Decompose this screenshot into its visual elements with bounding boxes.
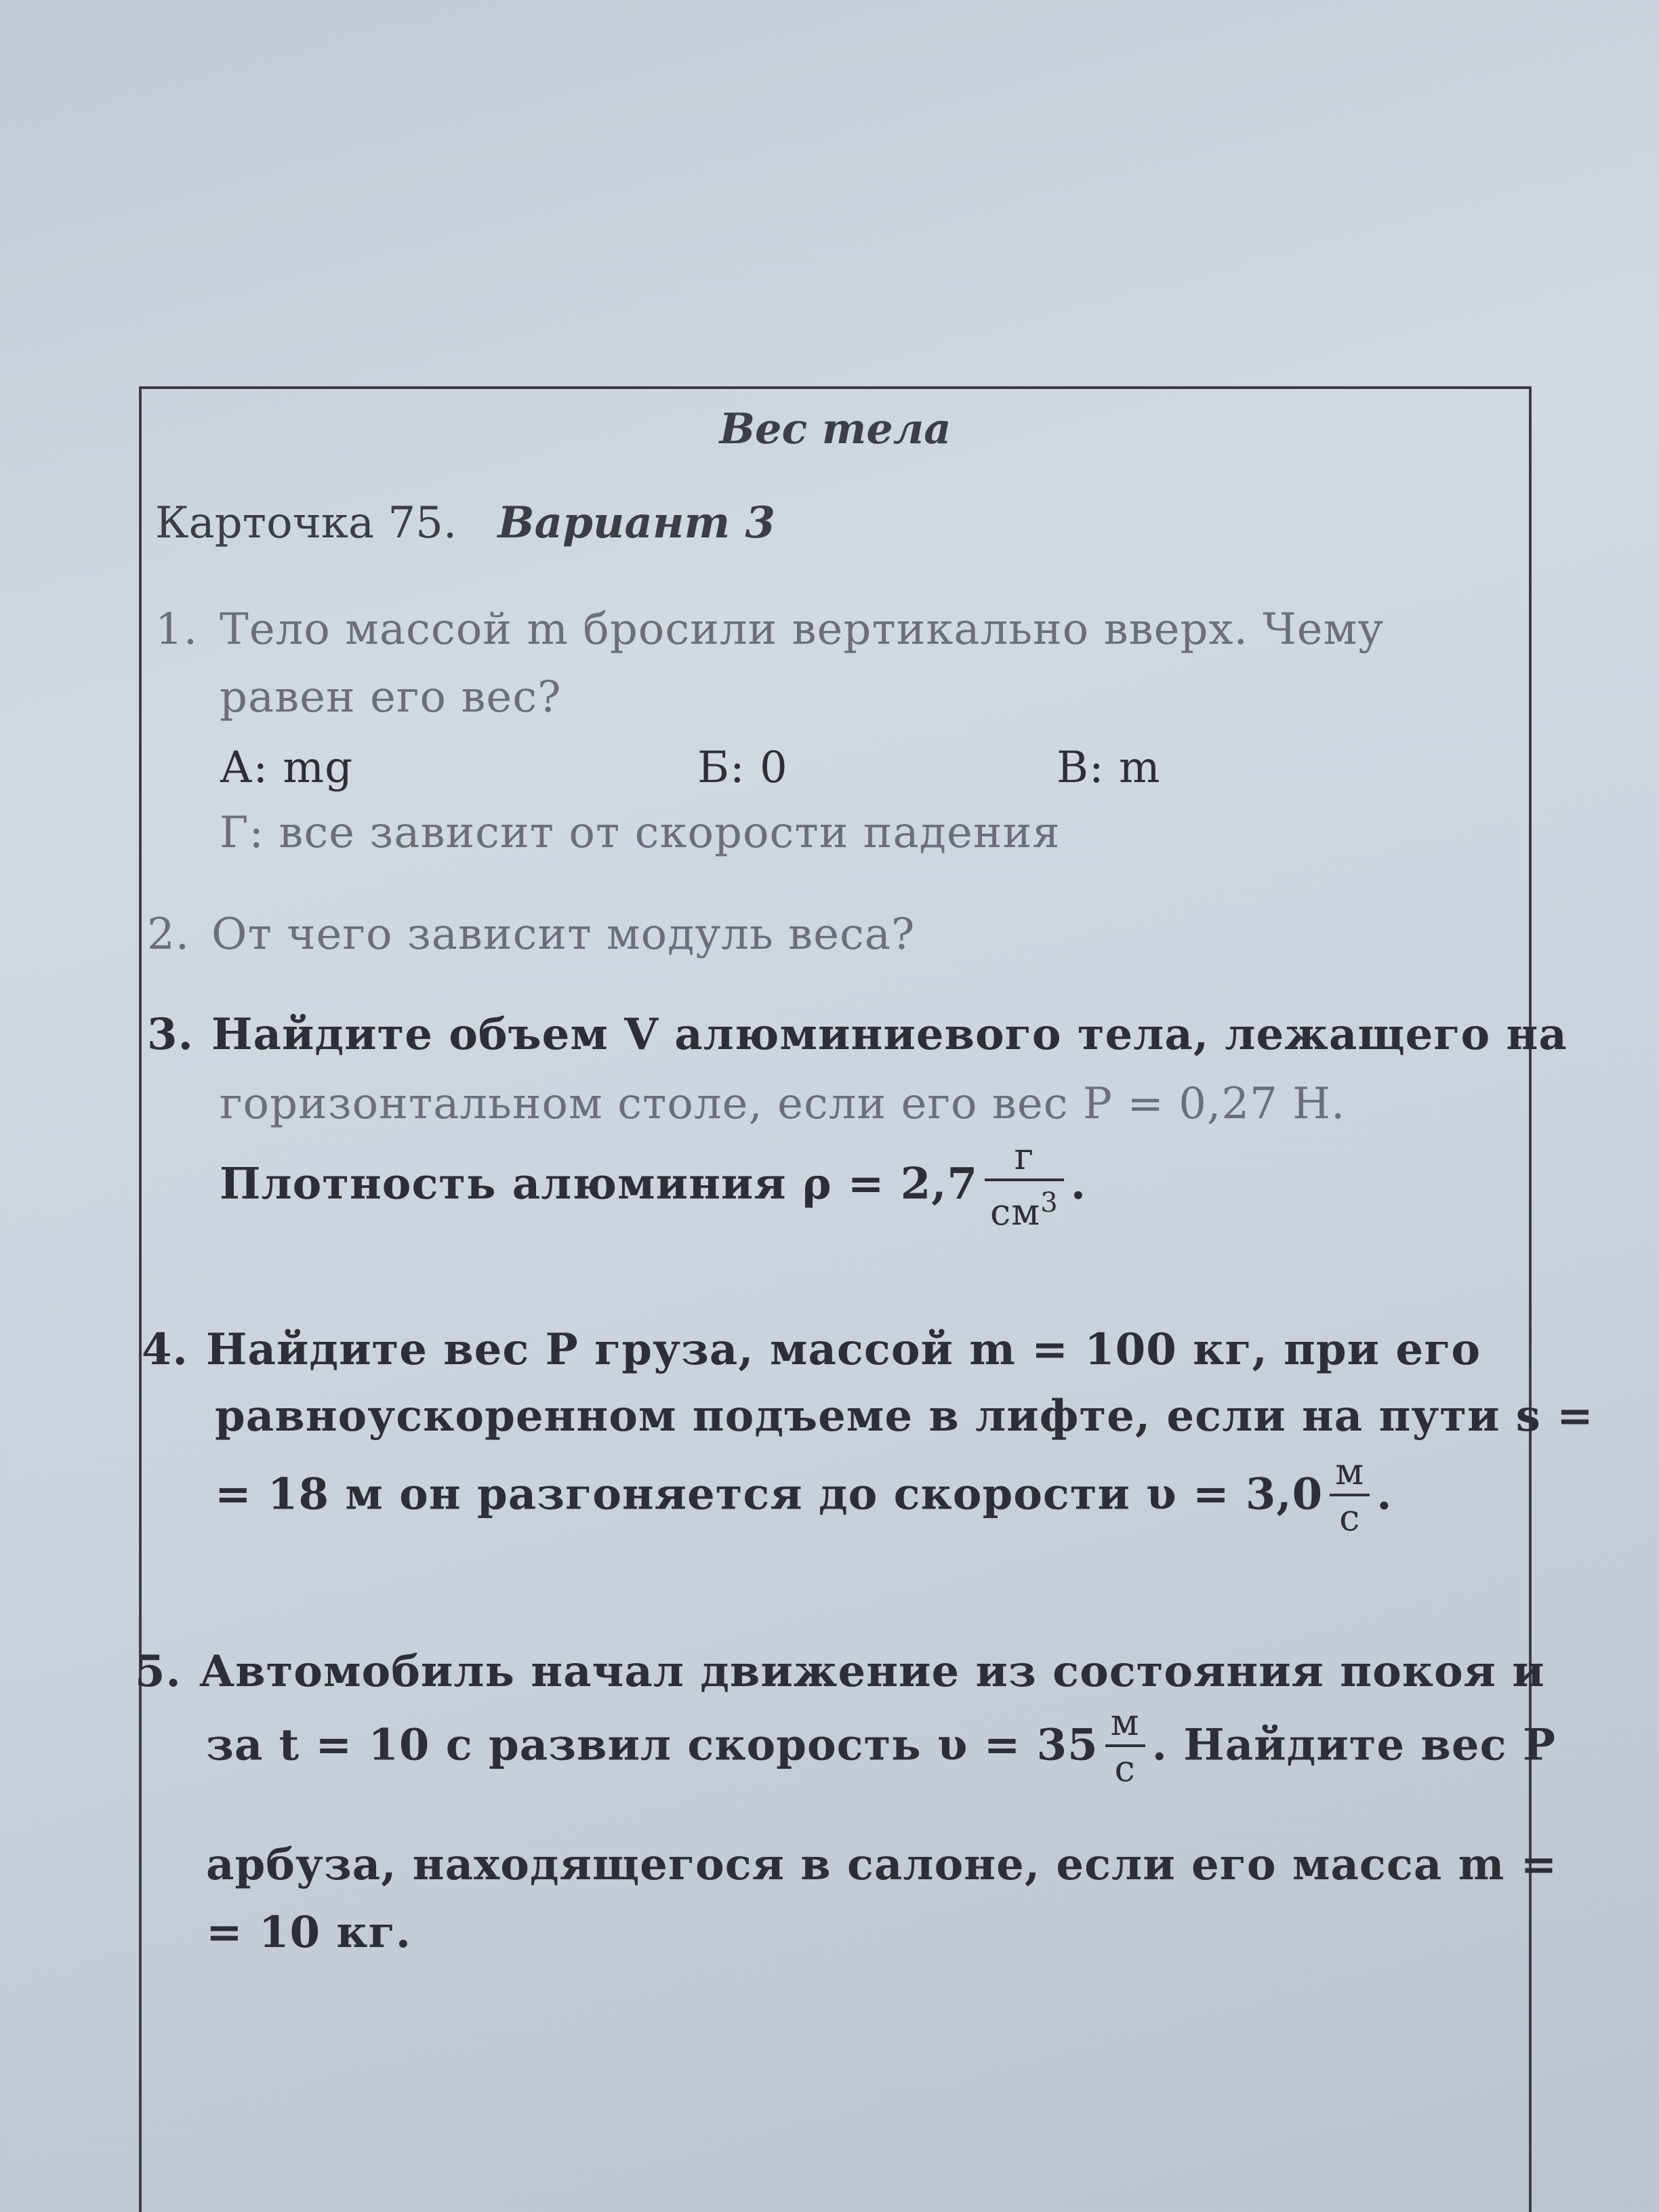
q3-unit-numerator: г	[985, 1135, 1064, 1181]
q5-text-line2-end: . Найдите вес P	[1151, 1719, 1556, 1771]
q2-text: От чего зависит модуль веса?	[211, 909, 916, 960]
q1-option-c: В: m	[1057, 743, 1161, 793]
problem-card	[135, 386, 1594, 2212]
q4-unit-denominator: с	[1339, 1496, 1361, 1539]
q4-text-line1: Найдите вес P груза, массой m = 100 кг, при его	[206, 1324, 1481, 1375]
q1-line1	[155, 605, 1384, 655]
variant-label: Вариант 3	[497, 497, 776, 548]
q3-number: 3.	[147, 1009, 194, 1060]
q2-line	[147, 909, 915, 960]
card-header	[155, 497, 775, 548]
q5-number: 5.	[135, 1646, 182, 1697]
q1-option-b: Б: 0	[697, 743, 788, 793]
q4-text-line2: равноускоренном подъеме в лифте, если на пути s =	[215, 1391, 1594, 1441]
q3-unit-exponent: 3	[1040, 1187, 1059, 1218]
q4-unit-numerator: м	[1330, 1450, 1370, 1496]
q4-text-line3: = 18 м он разгоняется до скорости υ = 3,0	[215, 1469, 1324, 1520]
q4-end: .	[1376, 1469, 1393, 1520]
q4-speed-unit	[1330, 1450, 1370, 1540]
q5-unit-denominator: с	[1114, 1747, 1136, 1790]
card-label: Карточка 75.	[155, 498, 457, 548]
q3-line3	[220, 1135, 1087, 1237]
q3-text-line3: Плотность алюминия ρ = 2,7	[220, 1158, 979, 1210]
q5-speed-unit	[1105, 1701, 1145, 1790]
q1-option-a: А: mg	[220, 743, 354, 793]
q4-number: 4.	[142, 1324, 188, 1375]
q1-option-d: Г: все зависит от скорости падения	[220, 808, 1061, 858]
q3-density-unit	[985, 1135, 1064, 1234]
q3-end: .	[1070, 1158, 1087, 1210]
q5-line2	[206, 1701, 1556, 1793]
q1-number: 1.	[155, 605, 199, 655]
q5-unit-numerator: м	[1105, 1701, 1145, 1747]
q5-line1	[135, 1646, 1545, 1697]
q3-line1	[147, 1009, 1568, 1060]
q5-text-line1: Автомобиль начал движение из состояния покоя и	[199, 1646, 1545, 1697]
q4-line1	[142, 1324, 1481, 1375]
q5-text-line3: арбуза, находящегося в салоне, если его масса m =	[206, 1839, 1558, 1890]
q1-text-line1: Тело массой m бросили вертикально вверх. Чему	[220, 605, 1385, 655]
q2-number: 2.	[147, 909, 190, 960]
q5-text-line4: = 10 кг.	[206, 1907, 411, 1958]
q4-line3	[215, 1450, 1393, 1542]
q3-text-line1: Найдите объем V алюминиевого тела, лежащего на	[211, 1009, 1568, 1060]
q1-text-line2: равен его вес?	[220, 672, 562, 722]
q3-text-line2: горизонтальном столе, если его вес P = 0,27 Н.	[220, 1079, 1346, 1129]
q3-unit-denominator: $см^3$	[990, 1187, 1059, 1233]
q5-text-line2: за t = 10 с развил скорость υ = 35	[206, 1719, 1099, 1771]
topic-title: Вес тела	[719, 404, 951, 453]
